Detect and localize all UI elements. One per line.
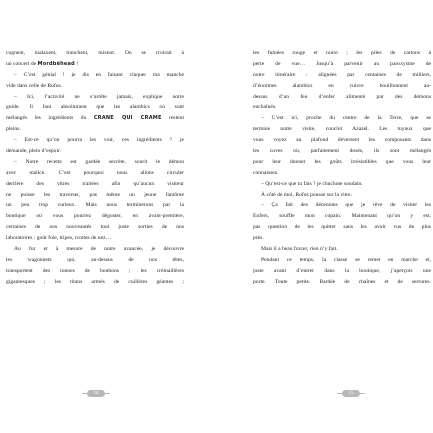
text-line: les fumées rouge et noire ; les piles de cartons à bbox=[253, 50, 431, 56]
text-line: dessus d’un feu d’enfer alimenté par des démons bbox=[253, 93, 431, 100]
text-line: un peu trop curieux. Mais nous terminerons par la bbox=[6, 202, 184, 209]
text-line: – C’est ici, proche du centre de la Terre, que se bbox=[261, 115, 431, 122]
text-line: les wagonnets qui, au-dessus de nos têtes, bbox=[6, 256, 184, 263]
text-line: – Est-ce qu’on pourra les voir, ces ingrédients ? je bbox=[14, 137, 184, 144]
text-line: porte. Toute petite. Bardée de chaînes et de serrures. bbox=[253, 278, 431, 285]
left-page bbox=[6, 48, 184, 288]
text-line: – Ça fait des décennies que je rêve de visiter les bbox=[261, 202, 431, 209]
text-line: connaissez. bbox=[253, 169, 279, 176]
text-line: un concert de Mordbëhead ! bbox=[6, 60, 79, 67]
text-line: – Qu’est-ce que tu fais ? je chuchote soudain. bbox=[261, 180, 363, 187]
text-line: – Notre recette est gardée secrète, sourit le démon bbox=[14, 158, 184, 165]
text-line: notre itinéraire : alignées par centaines de milliers, bbox=[253, 71, 431, 78]
page-number: 15 bbox=[342, 390, 360, 397]
product-name-logo: CRANE QUI CRAME bbox=[93, 115, 162, 122]
text-line: – Ici, l’activité ne s’arrête jamais, explique notre bbox=[14, 93, 184, 100]
text-line: guide. Il faut absolument que les alambics où sont bbox=[6, 104, 184, 111]
text-line: vous voyez au plafond déversent les composants dans bbox=[253, 137, 431, 144]
text-line: gigantesques ; les titans armés de cuillères géantes ; bbox=[6, 278, 184, 285]
text-line: – C’est génial ! je dis en faisant claquer ma manche bbox=[14, 71, 184, 78]
text-line: Au fur et à mesure de notre avancée, je découvre bbox=[14, 246, 184, 253]
text-line: vide dans celle de Rufus. bbox=[6, 82, 63, 89]
text-line: certaines de nos nouveautés tout juste sorties de nos bbox=[6, 224, 184, 231]
band-name-logo: Mordbëhead bbox=[37, 60, 75, 67]
text-line: laboratoires : goût foie, tripes, crottes de nez… bbox=[6, 235, 112, 242]
right-page bbox=[253, 48, 431, 288]
text-line: transportent des tonnes de bonbons ; les crémaillères bbox=[6, 267, 184, 274]
text-line: boutique où vous pourrez déguster, en avant-première, bbox=[6, 213, 184, 220]
text-line: Enfers, souffle mon copain. Maintenant qu’on y est, bbox=[253, 213, 431, 220]
page-number: 14 bbox=[87, 390, 105, 397]
text-line: termine notre visite, conclut Azazel. Les tuyaux que bbox=[253, 126, 431, 133]
text-line: Mais il a beau forcer, rien n’y fait. bbox=[261, 246, 338, 253]
text-line: cognent, malaxent, tranchent, mixent. On se croirait à bbox=[6, 50, 184, 56]
text-line: les cuves où, parfaitement dosés, ils sont mélangés bbox=[253, 148, 431, 155]
text-line: ne puisse les traverser, pas même un jeune fantôme bbox=[6, 191, 184, 198]
text-line: perte de vue… Jusqu’à parvenir au paroxysme de bbox=[253, 60, 431, 67]
text-line: Pendant ce temps, la classe se remet en marche et, bbox=[261, 256, 431, 263]
text-line: pleins. bbox=[6, 126, 21, 133]
text-line: mélangés les ingrédients du CRANE QUI CRAME restent bbox=[6, 115, 184, 122]
text-line: avec malice. C’est pourquoi nous allons circuler bbox=[6, 169, 184, 176]
text-line: demande, plein d’espoir. bbox=[6, 148, 61, 155]
text-line: À côté de moi, Rufus pousse sur la vitre. bbox=[261, 191, 353, 198]
text-line: d’énormes alambics en cuivre bouillonnent au- bbox=[253, 82, 431, 89]
text-line: juste avant d’entrer dans la boutique, j’aperçois une bbox=[253, 267, 431, 274]
text-line: enchaînés. bbox=[253, 104, 277, 111]
text-line: près. bbox=[253, 235, 264, 242]
text-line: pour leur donner les goûts irrésistibles que vous leur bbox=[253, 158, 431, 165]
text-line: pas question de les quitter sans les avoir vus de plus bbox=[253, 224, 431, 231]
text-line: derrière des vitres traitées afin qu’aucun visiteur bbox=[6, 180, 184, 187]
